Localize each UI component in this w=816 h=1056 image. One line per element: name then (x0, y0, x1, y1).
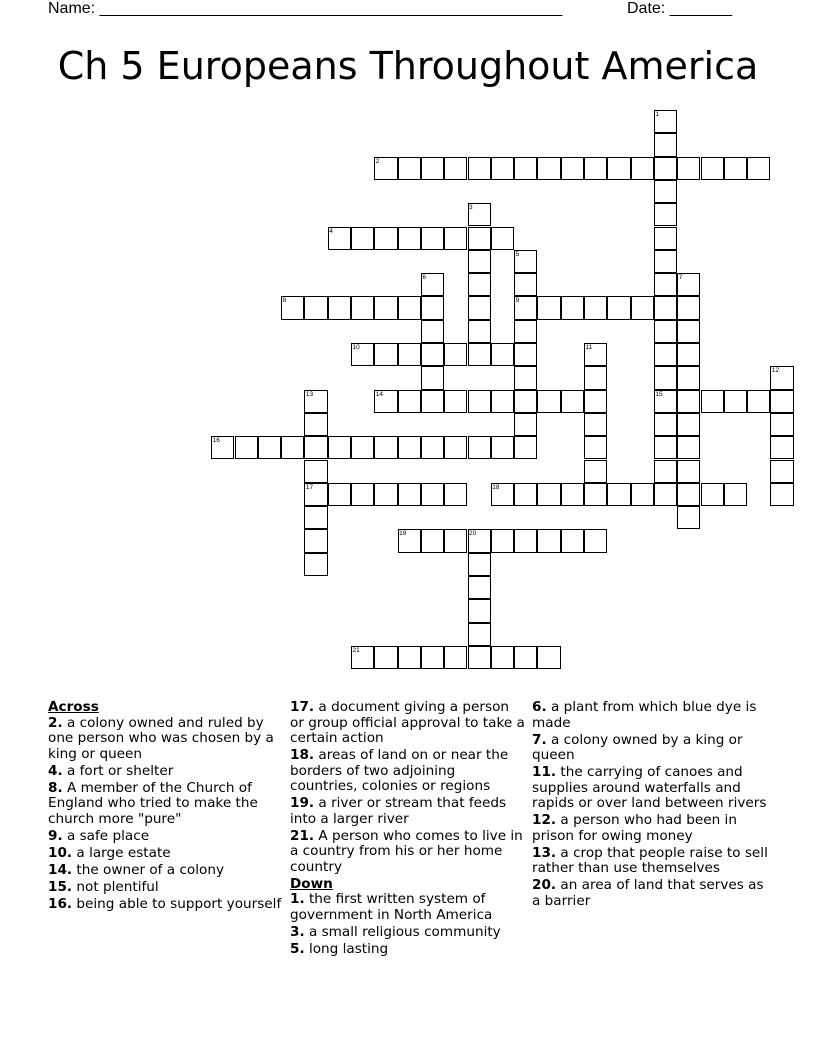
crossword-cell[interactable] (444, 436, 467, 459)
clue-number-label: 6 (422, 274, 427, 282)
crossword-cell[interactable] (398, 390, 421, 413)
clue-number-label: 18 (492, 483, 500, 491)
clue-text: a fort or shelter (62, 762, 174, 779)
clue-number: 5. (290, 940, 305, 957)
crossword-cell[interactable] (677, 157, 700, 180)
clues-column-2 (290, 700, 526, 959)
crossword-cell[interactable] (421, 320, 444, 343)
crossword-cell[interactable] (770, 483, 793, 506)
crossword-cell[interactable] (607, 296, 630, 319)
crossword-cell[interactable] (468, 576, 491, 599)
clue-text: a safe place (62, 827, 150, 844)
crossword-cell[interactable] (654, 413, 677, 436)
crossword-cell[interactable] (701, 483, 724, 506)
crossword-cell[interactable] (421, 646, 444, 669)
clue-item (48, 880, 284, 896)
clue-number: 2. (48, 714, 63, 731)
crossword-cell[interactable] (514, 436, 537, 459)
crossword-cell[interactable] (491, 529, 514, 552)
crossword-cell[interactable] (654, 273, 677, 296)
clue-number: 10. (48, 844, 73, 861)
crossword-cell[interactable] (398, 483, 421, 506)
across-clue-list (48, 716, 284, 913)
crossword-cell[interactable] (374, 646, 397, 669)
clue-number-label: 1 (655, 111, 660, 118)
clue-number-label: 10 (352, 344, 360, 351)
crossword-cell[interactable] (421, 436, 444, 459)
crossword-cell[interactable] (514, 273, 537, 296)
crossword-cell[interactable] (398, 343, 421, 366)
clues-column-1 (48, 700, 284, 914)
crossword-cell[interactable] (421, 157, 444, 180)
crossword-cell[interactable] (584, 413, 607, 436)
clue-item (532, 765, 768, 812)
crossword-cell[interactable] (584, 460, 607, 483)
crossword-cell[interactable] (491, 436, 514, 459)
clue-item (532, 733, 768, 764)
clue-number: 15. (48, 878, 73, 895)
name-field-label: Name: ____________________________________________________ (48, 0, 563, 17)
clue-text: a crop that people raise to sell rather than use themselves (532, 844, 768, 876)
clue-number: 12. (532, 812, 557, 828)
across-clue-list-continued (290, 700, 526, 875)
crossword-cell[interactable] (770, 460, 793, 483)
crossword-cell[interactable] (584, 483, 607, 506)
clue-item (48, 863, 284, 879)
crossword-cell[interactable] (537, 529, 560, 552)
clue-text: being able to support yourself (72, 895, 282, 912)
crossword-cell[interactable] (444, 390, 467, 413)
crossword-cell[interactable] (491, 646, 514, 669)
clue-text: A member of the Church of England who tried to make the church more "pure" (48, 779, 258, 827)
clue-item (48, 781, 284, 828)
crossword-cell[interactable] (561, 529, 584, 552)
clue-item (48, 897, 284, 913)
crossword-cell[interactable] (351, 483, 374, 506)
crossword-cell[interactable] (444, 157, 467, 180)
clue-number-label: 8 (282, 297, 287, 305)
clue-number-label: 9 (515, 297, 520, 305)
crossword-cell[interactable] (468, 227, 491, 250)
crossword-cell[interactable] (677, 390, 700, 413)
page-title: Ch 5 Europeans Throughout America (57, 44, 759, 88)
clue-text: the first written system of government in North America (290, 891, 493, 923)
crossword-cell[interactable] (561, 483, 584, 506)
crossword-cell[interactable] (654, 180, 677, 203)
across-heading: Across (48, 699, 99, 715)
crossword-cell[interactable] (770, 413, 793, 436)
crossword-cell[interactable] (677, 413, 700, 436)
crossword-cell[interactable] (537, 390, 560, 413)
clue-number-label: 16 (212, 437, 220, 445)
crossword-cell[interactable] (654, 157, 677, 180)
crossword-cell[interactable] (444, 227, 467, 250)
clue-item (48, 764, 284, 780)
crossword-cell[interactable] (584, 436, 607, 459)
crossword-cell[interactable] (770, 390, 793, 413)
clue-number-label: 13 (305, 390, 314, 398)
crossword-cell[interactable] (281, 436, 304, 459)
crossword-cell[interactable] (491, 390, 514, 413)
clue-number-label: 3 (469, 204, 473, 212)
clue-number: 6. (532, 699, 547, 715)
crossword-cell[interactable] (514, 529, 537, 552)
crossword-cell[interactable] (351, 227, 374, 250)
clue-number-label: 11 (585, 344, 593, 351)
crossword-cell[interactable] (304, 436, 327, 459)
crossword-cell[interactable] (677, 343, 700, 366)
crossword-cell[interactable] (468, 343, 491, 366)
crossword-cell[interactable] (584, 366, 607, 389)
down-heading: Down (290, 875, 333, 892)
crossword-cell[interactable] (724, 157, 747, 180)
crossword-cell[interactable] (654, 343, 677, 366)
crossword-cell[interactable] (654, 296, 677, 319)
crossword-cell[interactable] (468, 553, 491, 576)
crossword-cell[interactable] (514, 390, 537, 413)
crossword-cell[interactable] (304, 413, 327, 436)
clue-number-label: 2 (375, 157, 380, 165)
clue-number-label: 4 (329, 227, 333, 235)
clue-text: not plentiful (72, 878, 159, 895)
crossword-cell[interactable] (328, 436, 351, 459)
crossword-cell[interactable] (374, 296, 397, 319)
clue-number: 9. (48, 827, 63, 844)
clue-text: A person who comes to live in a country from his or her home country (290, 827, 523, 875)
crossword-cell[interactable] (561, 390, 584, 413)
crossword-cell[interactable] (654, 436, 677, 459)
crossword-cell[interactable] (677, 460, 700, 483)
crossword-cell[interactable] (654, 133, 677, 156)
crossword-cell[interactable] (654, 366, 677, 389)
crossword-cell[interactable] (374, 343, 397, 366)
clue-number: 7. (532, 731, 547, 748)
crossword-cell[interactable] (584, 157, 607, 180)
clue-text: a large estate (72, 844, 171, 861)
clue-number-label: 12 (771, 367, 780, 375)
crossword-cell[interactable] (654, 460, 677, 483)
clue-item (290, 942, 526, 958)
clue-text: long lasting (304, 940, 389, 957)
date-field-label: Date: _______ (627, 0, 732, 17)
clue-text: an area of land that serves as a barrier (532, 877, 764, 909)
clue-number: 3. (290, 923, 305, 940)
crossword-cell[interactable] (747, 390, 770, 413)
crossword-cell[interactable] (631, 483, 654, 506)
clue-number-label: 21 (352, 646, 360, 654)
crossword-cell[interactable] (421, 227, 444, 250)
clue-number: 11. (532, 764, 557, 780)
clue-item (48, 829, 284, 845)
clue-number: 21. (290, 827, 315, 844)
clue-number-label: 15 (655, 390, 663, 398)
crossword-cell[interactable] (631, 157, 654, 180)
crossword-cell[interactable] (351, 436, 374, 459)
clue-text: a colony owned and ruled by one person who was chosen by a king or queen (48, 714, 274, 762)
crossword-cell[interactable] (421, 390, 444, 413)
crossword-cell[interactable] (468, 320, 491, 343)
clue-text: a river or stream that feeds into a larger river (290, 795, 507, 827)
crossword-cell[interactable] (537, 157, 560, 180)
crossword-cell[interactable] (304, 529, 327, 552)
crossword-cell[interactable] (514, 320, 537, 343)
crossword-cell[interactable] (654, 227, 677, 250)
down-clue-list-continued (532, 700, 768, 909)
crossword-cell[interactable] (491, 227, 514, 250)
crossword-cell[interactable] (304, 296, 327, 319)
crossword-cell[interactable] (374, 227, 397, 250)
crossword-cell[interactable] (328, 296, 351, 319)
clue-number: 14. (48, 861, 73, 878)
crossword-cell[interactable] (770, 436, 793, 459)
crossword-cell[interactable] (491, 343, 514, 366)
clue-number: 8. (48, 779, 63, 796)
crossword-cell[interactable] (514, 646, 537, 669)
crossword-cell[interactable] (398, 436, 421, 459)
crossword-cell[interactable] (514, 343, 537, 366)
clue-item (48, 846, 284, 862)
clue-number: 4. (48, 762, 63, 779)
crossword-cell[interactable] (468, 296, 491, 319)
crossword-cell[interactable] (537, 483, 560, 506)
clue-item (532, 813, 768, 844)
crossword-cell[interactable] (724, 483, 747, 506)
crossword-cell[interactable] (398, 646, 421, 669)
crossword-cell[interactable] (561, 296, 584, 319)
clue-text: the owner of a colony (72, 861, 224, 878)
crossword-cell[interactable] (491, 157, 514, 180)
crossword-cell[interactable] (561, 157, 584, 180)
crossword-cell[interactable] (468, 436, 491, 459)
crossword-cell[interactable] (677, 320, 700, 343)
clue-text: a person who had been in prison for owing money (532, 812, 737, 844)
clue-number-label: 14 (375, 390, 384, 398)
crossword-cell[interactable] (468, 390, 491, 413)
crossword-cell[interactable] (654, 250, 677, 273)
clues-column-3 (532, 700, 768, 911)
down-clue-list (290, 892, 526, 957)
crossword-cell[interactable] (421, 296, 444, 319)
crossword-cell[interactable] (421, 529, 444, 552)
crossword-cell[interactable] (444, 646, 467, 669)
clue-number-label: 17 (305, 483, 314, 491)
clue-number: 18. (290, 747, 315, 763)
crossword-cell[interactable] (584, 529, 607, 552)
crossword-cell[interactable] (328, 483, 351, 506)
crossword-cell[interactable] (584, 296, 607, 319)
crossword-cell[interactable] (398, 157, 421, 180)
crossword-cell[interactable] (444, 343, 467, 366)
crossword-cell[interactable] (468, 250, 491, 273)
crossword-cell[interactable] (468, 599, 491, 622)
clue-text: the carrying of canoes and supplies around waterfalls and rapids or over land between rivers (532, 764, 767, 811)
crossword-cell[interactable] (351, 296, 374, 319)
clue-item (290, 892, 526, 923)
crossword-cell[interactable] (701, 390, 724, 413)
clue-item (290, 700, 526, 747)
crossword-cell[interactable] (304, 506, 327, 529)
clue-item (290, 925, 526, 941)
crossword-cell[interactable] (701, 157, 724, 180)
crossword-cell[interactable] (747, 157, 770, 180)
crossword-cell[interactable] (468, 623, 491, 646)
crossword-cell[interactable] (654, 203, 677, 226)
clue-text: areas of land on or near the borders of two adjoining countries, colonies or regions (290, 747, 509, 794)
crossword-cell[interactable] (421, 483, 444, 506)
crossword-cell[interactable] (654, 483, 677, 506)
clue-item (532, 700, 768, 731)
crossword-cell[interactable] (654, 320, 677, 343)
crossword-cell[interactable] (514, 157, 537, 180)
crossword-cell[interactable] (537, 296, 560, 319)
crossword-cell[interactable] (421, 343, 444, 366)
clue-item (48, 716, 284, 763)
crossword-cell[interactable] (444, 529, 467, 552)
crossword-cell[interactable] (677, 483, 700, 506)
clue-number-label: 7 (678, 274, 683, 282)
crossword-cell[interactable] (374, 436, 397, 459)
crossword-cell[interactable] (235, 436, 258, 459)
crossword-cell[interactable] (398, 227, 421, 250)
crossword-cell[interactable] (514, 413, 537, 436)
clue-number: 19. (290, 795, 315, 811)
clue-number: 13. (532, 844, 557, 861)
crossword-cell[interactable] (304, 460, 327, 483)
crossword-cell[interactable] (677, 296, 700, 319)
clue-text: a document giving a person or group official approval to take a certain action (290, 699, 525, 746)
crossword-cell[interactable] (514, 366, 537, 389)
crossword-cell[interactable] (607, 157, 630, 180)
clue-number-label: 19 (399, 530, 407, 538)
crossword-cell[interactable] (444, 483, 467, 506)
crossword-cell[interactable] (398, 296, 421, 319)
crossword-cell[interactable] (677, 506, 700, 529)
clue-number-label: 20 (469, 530, 477, 538)
clue-number-label: 5 (515, 250, 520, 258)
crossword-cell[interactable] (677, 436, 700, 459)
crossword-cell[interactable] (724, 390, 747, 413)
crossword-cell[interactable] (374, 483, 397, 506)
crossword-cell[interactable] (607, 483, 630, 506)
crossword-cell[interactable] (631, 296, 654, 319)
crossword-cell[interactable] (421, 366, 444, 389)
clue-text: a colony owned by a king or queen (532, 731, 743, 763)
crossword-cell[interactable] (537, 646, 560, 669)
crossword-cell[interactable] (584, 390, 607, 413)
clue-item (290, 829, 526, 876)
crossword-cell[interactable] (468, 646, 491, 669)
clue-item (290, 796, 526, 827)
clue-number: 1. (290, 891, 305, 907)
crossword-cell[interactable] (677, 366, 700, 389)
crossword-cell[interactable] (468, 157, 491, 180)
clue-item (290, 748, 526, 795)
clue-number: 17. (290, 699, 315, 715)
clue-text: a plant from which blue dye is made (532, 699, 757, 731)
crossword-cell[interactable] (304, 553, 327, 576)
crossword-cell[interactable] (258, 436, 281, 459)
clue-item (532, 878, 768, 909)
clue-text: a small religious community (304, 923, 501, 940)
clue-number: 20. (532, 877, 557, 893)
crossword-cell[interactable] (514, 483, 537, 506)
crossword-cell[interactable] (468, 273, 491, 296)
clue-item (532, 846, 768, 877)
clue-number: 16. (48, 895, 73, 912)
